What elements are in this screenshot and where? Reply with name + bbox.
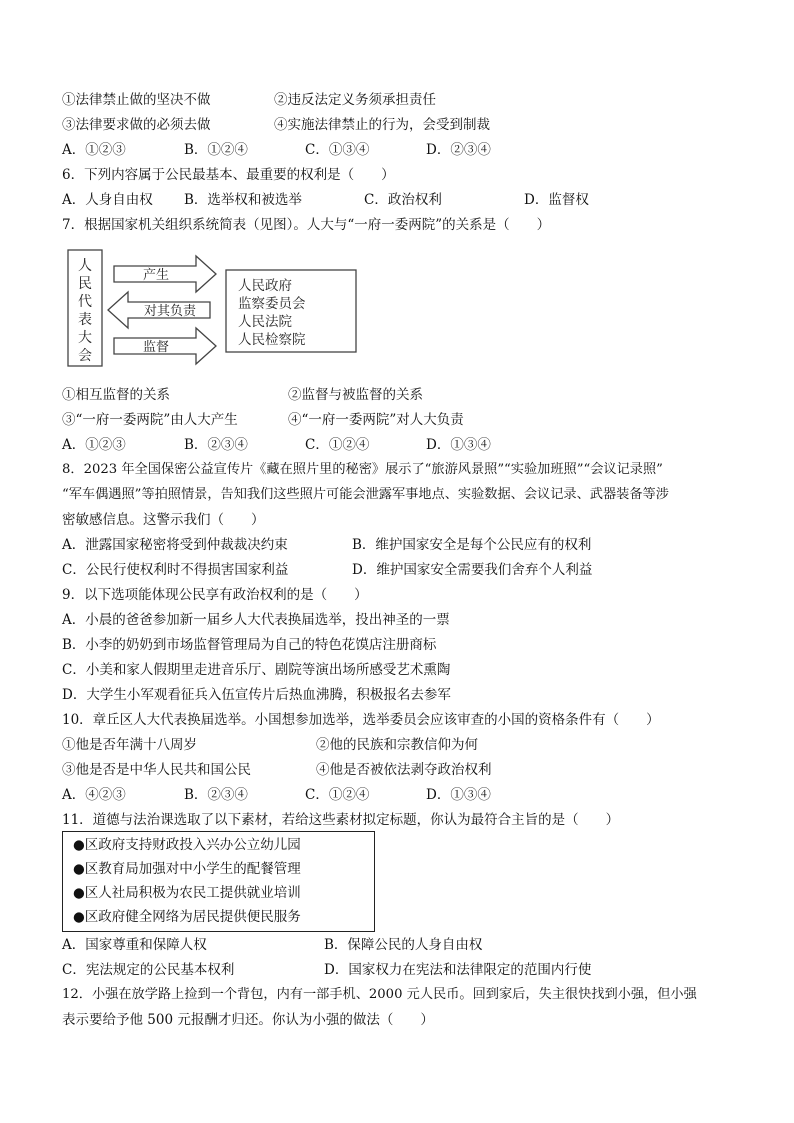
q11-material-item: ●区人社局积极为农民工提供就业培训 (73, 885, 301, 901)
q9-option-d: D．大学生小军观看征兵入伍宣传片后热血沸腾，积极报名去参军 (62, 687, 451, 703)
q7-option-d: D．①③④ (426, 437, 491, 453)
q8-stem-line3: 密敏感信息。这警示我们（ ） (62, 512, 265, 528)
q5-option-a: A．①②③ (62, 142, 126, 158)
q8-option-c: C．公民行使权利时不得损害国家利益 (62, 562, 289, 578)
q6-option-c: C．政治权利 (364, 192, 442, 208)
q7-option-b: B．②③④ (184, 437, 248, 453)
q5-statement-1: ①法律禁止做的坚决不做 (62, 92, 211, 108)
q6-option-a: A．人身自由权 (62, 192, 153, 208)
q7-statement-4: ④“一府一委两院”对人大负责 (288, 412, 464, 428)
arrow1-label: 产生 (142, 268, 170, 283)
q9-option-a: A．小晨的爸爸参加新一届乡人大代表换届选举，投出神圣的一票 (62, 612, 450, 628)
q5-option-d: D．②③④ (426, 142, 491, 158)
q7-statement-1: ①相互监督的关系 (62, 387, 170, 403)
organ-line: 人民政府 (238, 278, 292, 294)
q7-stem: 7．根据国家机关组织系统简表（见图）。人大与“一府一委两院”的关系是（ ） (62, 217, 551, 233)
q8-stem-line2: “军车偶遇照”等拍照情景，告知我们这些照片可能会泄露军事地点、实验数据、会议记录、武器装备等涉 (62, 487, 669, 502)
q10-stem: 10．章丘区人大代表换届选举。小国想参加选举，选举委员会应该审查的小国的资格条件有（ ） (62, 712, 660, 728)
npc-char: 会 (78, 348, 92, 364)
q11-option-a: A．国家尊重和保障人权 (62, 937, 207, 953)
q5-statement-3: ③法律要求做的必须去做 (62, 117, 211, 133)
q11-material-box (62, 831, 375, 932)
q11-material-item: ●区政府支持财政投入兴办公立幼儿园 (73, 837, 301, 853)
q8-option-b: B．维护国家安全是每个公民应有的权利 (352, 537, 592, 553)
arrow2-label: 对其负责 (143, 304, 197, 319)
q7-option-c: C．①②④ (305, 437, 370, 453)
npc-char: 人 (78, 258, 92, 274)
q8-stem-line1: 8．2023 年全国保密公益宣传片《藏在照片里的秘密》展示了“旅游风景照”“实验加班照”“会议记录照” (62, 462, 663, 477)
q8-option-d: D．维护国家安全需要我们舍弃个人利益 (352, 562, 593, 578)
q5-statement-4: ④实施法律禁止的行为，会受到制裁 (274, 117, 490, 133)
q6-option-d: D．监督权 (524, 192, 589, 208)
organ-line: 人民法院 (238, 314, 292, 330)
q10-option-d: D．①③④ (426, 787, 491, 803)
q6-stem: 6．下列内容属于公民最基本、最重要的权利是（ ） (62, 167, 395, 183)
q10-option-a: A．④②③ (62, 787, 126, 803)
q9-stem: 9．以下选项能体现公民享有政治权利的是（ ） (62, 587, 368, 603)
q12-stem-line1: 12．小强在放学路上捡到一个背包，内有一部手机、2000 元人民币。回到家后，失主很快找到小强，但小强 (62, 987, 697, 1002)
q7-statement-3: ③“一府一委两院”由人大产生 (62, 412, 238, 428)
q10-statement-3: ③他是否是中华人民共和国公民 (62, 762, 251, 778)
q12-stem-line2: 表示要给予他 500 元报酬才归还。你认为小强的做法（ ） (62, 1012, 434, 1028)
q11-option-c: C．宪法规定的公民基本权利 (62, 962, 235, 978)
q10-statement-2: ②他的民族和宗教信仰为何 (316, 737, 478, 753)
q5-option-b: B．①②④ (184, 142, 248, 158)
q7-option-a: A．①②③ (62, 437, 126, 453)
arrow3-label: 监督 (142, 340, 170, 355)
q9-option-c: C．小美和家人假期里走进音乐厅、剧院等演出场所感受艺术熏陶 (62, 662, 451, 678)
q10-statement-1: ①他是否年满十八周岁 (62, 737, 197, 753)
npc-char: 表 (78, 312, 92, 328)
q10-statement-4: ④他是否被依法剥夺政治权利 (316, 762, 492, 778)
q11-option-d: D．国家权力在宪法和法律限定的范围内行使 (324, 962, 592, 978)
npc-char: 民 (78, 276, 92, 292)
q6-option-b: B．选举权和被选举 (184, 192, 302, 208)
q11-option-b: B．保障公民的人身自由权 (324, 937, 483, 953)
q8-option-a: A．泄露国家秘密将受到仲裁裁决约束 (62, 537, 288, 553)
q5-option-c: C．①③④ (305, 142, 370, 158)
npc-char: 大 (78, 330, 92, 346)
q11-stem: 11．道德与法治课选取了以下素材，若给这些素材拟定标题，你认为最符合主旨的是（ ） (62, 812, 620, 828)
q11-material-item: ●区政府健全网络为居民提供便民服务 (73, 909, 301, 925)
q11-material-item: ●区教育局加强对中小学生的配餐管理 (73, 861, 301, 877)
organ-line: 人民检察院 (238, 332, 306, 348)
npc-char: 代 (78, 294, 92, 310)
q9-option-b: B．小李的奶奶到市场监督管理局为自己的特色花馍店注册商标 (62, 637, 437, 653)
q10-option-c: C．①②④ (305, 787, 370, 803)
organ-line: 监察委员会 (238, 296, 306, 312)
state-organs-diagram (66, 246, 360, 370)
q5-statement-2: ②违反法定义务须承担责任 (274, 92, 436, 108)
q10-option-b: B．②③④ (184, 787, 248, 803)
q7-statement-2: ②监督与被监督的关系 (288, 387, 423, 403)
